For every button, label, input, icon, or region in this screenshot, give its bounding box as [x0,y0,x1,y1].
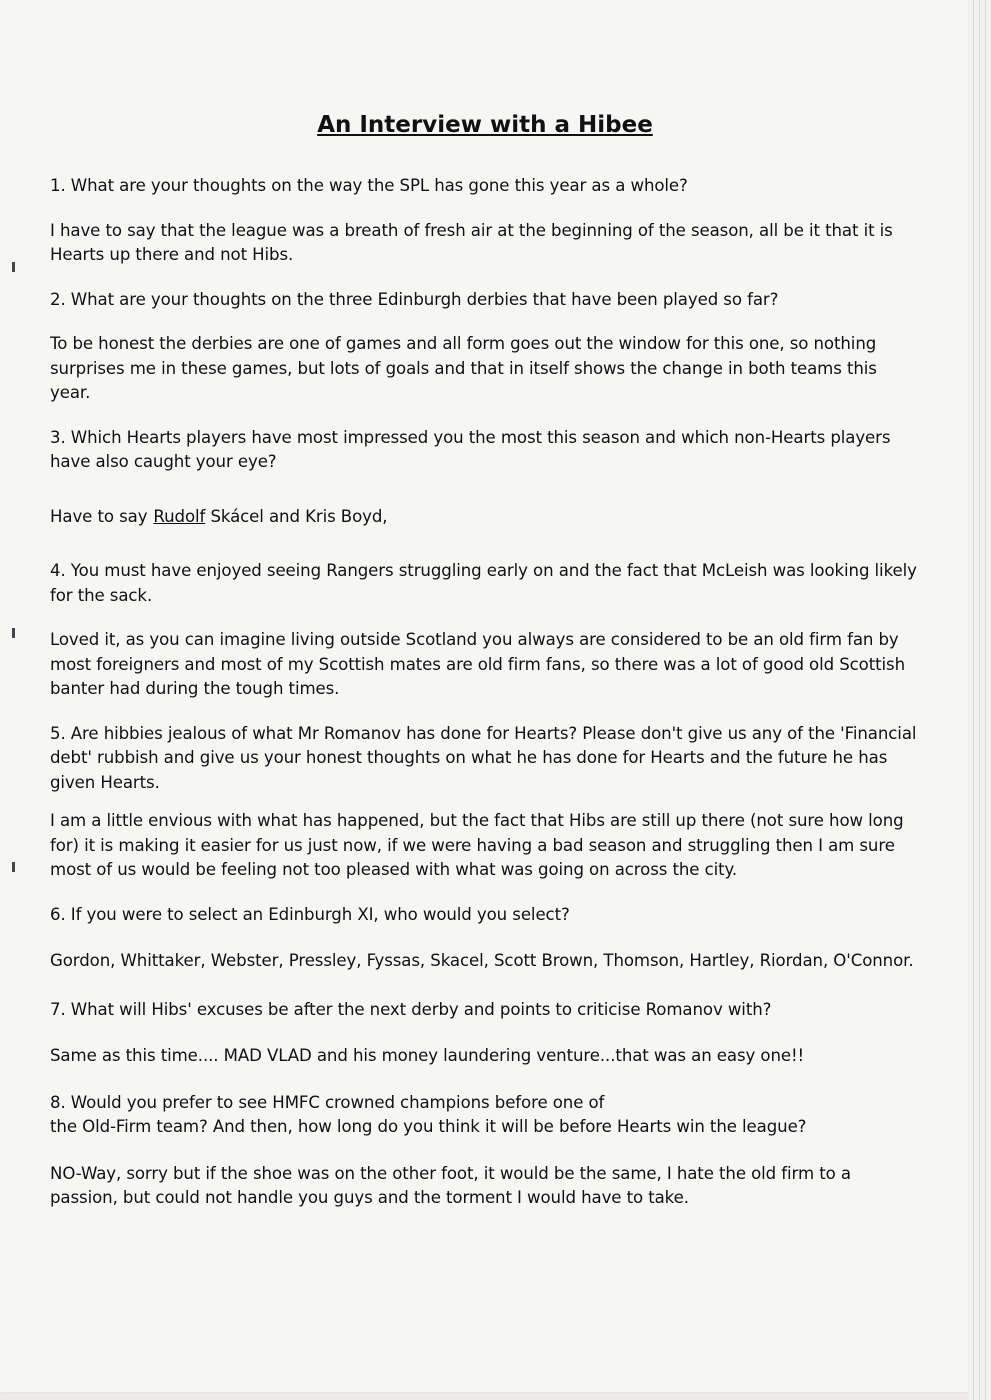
interview-article [50,112,920,1231]
article-title: An Interview with a Hibee [317,112,653,138]
answer-1: I have to say that the league was a breath of fresh air at the beginning of the season, all be it that it is Hearts up there and not Hibs. [50,220,893,264]
question-6: 6. If you were to select an Edinburgh XI, who would you select? [50,904,570,924]
question-5: 5. Are hibbies jealous of what Mr Romanov has done for Hearts? Please don't give us any of the 'Financial debt' rubbish and give us your honest thoughts on what he has done for Hearts and the future he has given Hearts. [50,723,917,792]
question-4: 4. You must have enjoyed seeing Rangers struggling early on and the fact that McLeish was looking likely for the sack. [50,561,917,605]
answer-3-name: Rudolf [153,506,206,526]
answer-8: NO-Way, sorry but if the shoe was on the other foot, it would be the same, I hate the old firm to a passion, but could not handle you guys and the torment I would have to take. [50,1163,851,1207]
answer-7: Same as this time.... MAD VLAD and his money laundering venture...that was an easy one!! [50,1046,805,1065]
answer-4: Loved it, as you can imagine living outside Scotland you always are considered to be an old firm fan by most foreigners and most of my Scottish mates are old firm fans, so there was a lot of good old Scottish banter had during the tough times. [50,630,906,698]
question-8-line-1: 8. Would you prefer to see HMFC crowned champions before one of [50,1092,605,1112]
question-7: 7. What will Hibs' excuses be after the next derby and points to criticise Romanov with? [50,999,772,1019]
answer-5: I am a little envious with what has happened, but the fact that Hibs are still up there (not sure how long for) it is making it easier for us just now, if we were having a bad season and struggling then I am sure most of us would be feeling not too pleased with what was going on across the city. [50,811,904,879]
question-3: 3. Which Hearts players have most impressed you the most this season and which non-Hearts players have also caught your eye? [50,427,891,471]
question-8 [50,1091,920,1140]
question-1: 1. What are your thoughts on the way the SPL has gone this year as a whole? [50,176,688,195]
answer-3-prefix: Have to say [50,506,148,526]
page-stack-edge [968,0,991,1400]
question-8-line-2: the Old-Firm team? And then, how long do you think it will be before Hearts win the league? [50,1117,807,1136]
binding-mark [12,628,15,638]
binding-mark [12,862,15,872]
answer-2: To be honest the derbies are one of games and all form goes out the window for this one, so nothing surprises me in these games, but lots of goals and that in itself shows the change in both teams this year. [50,334,877,402]
answer-3 [50,505,920,530]
answer-3-suffix: Skácel and Kris Boyd, [205,506,388,526]
question-2: 2. What are your thoughts on the three Edinburgh derbies that have been played so far? [50,289,779,309]
answer-6: Gordon, Whittaker, Webster, Pressley, Fyssas, Skacel, Scott Brown, Thomson, Hartley, Riordan, O'Connor. [50,951,914,970]
binding-mark [12,262,15,272]
